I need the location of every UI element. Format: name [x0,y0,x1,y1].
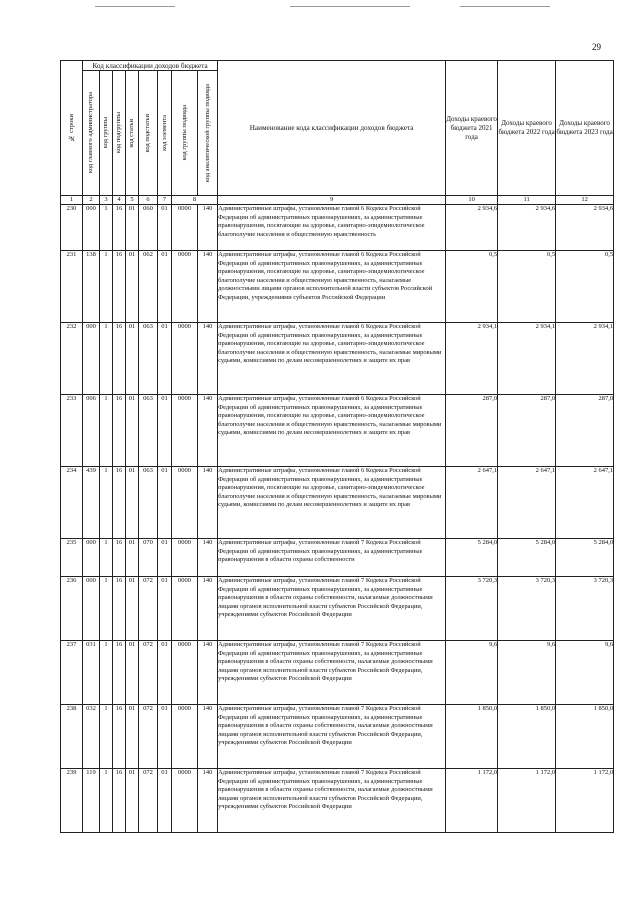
code-admin-header: код главного администратора [83,71,100,196]
subgroup-code-cell: 16 [113,539,126,577]
table-row [61,539,614,577]
subgroup-code-cell: 16 [113,251,126,323]
subtype-code-cell: 0000 [172,467,198,539]
income-2022-cell: 0,5 [498,251,556,323]
classification-group-header: Код классификации доходов бюджета [83,61,218,71]
article-code-cell: 01 [126,467,139,539]
article-code-cell: 01 [126,641,139,705]
col-number: 3 [100,196,113,205]
article-code-cell: 01 [126,539,139,577]
element-code-cell: 01 [158,251,172,323]
subtype-code-cell: 0000 [172,641,198,705]
analytic-code-cell: 140 [198,539,218,577]
analytic-code-cell: 140 [198,323,218,395]
row-number-cell: 231 [61,251,83,323]
table-row [61,641,614,705]
income-2023-cell: 9,6 [556,641,614,705]
element-code-cell: 01 [158,205,172,251]
income-2021-cell: 9,6 [446,641,498,705]
table-row [61,577,614,641]
row-number-cell: 238 [61,705,83,769]
income-2022-cell: 287,0 [498,395,556,467]
col-number: 1 [61,196,83,205]
subtype-code-cell: 0000 [172,251,198,323]
admin-code-cell: 006 [83,395,100,467]
income-name-cell: Административные штрафы, установленные главой 6 Кодекса Российской Федерации об административных правонарушениях, за административные правонарушения, посягающие на здоровье, санитарно-эпидемиологическое благополучие населения и общественную нравственность, налагаемые должностными лицами органов исполнительной власти субъектов Российской Федерации, учреждениями субъектов Российской Федерации [218,251,446,323]
analytic-code-cell: 140 [198,205,218,251]
income-2023-header: Доходы краевого бюджета 2023 года [556,61,614,196]
table-row [61,705,614,769]
income-2022-cell: 1 172,0 [498,769,556,833]
code-article-header: код статьи [126,71,139,196]
group-code-cell: 1 [100,641,113,705]
income-2023-cell: 2 934,1 [556,323,614,395]
element-code-cell: 01 [158,641,172,705]
article-code-cell: 01 [126,769,139,833]
income-2023-cell: 1 850,0 [556,705,614,769]
income-2022-cell: 2 934,6 [498,205,556,251]
income-2021-cell: 287,0 [446,395,498,467]
col-number: 7 [158,196,172,205]
code-subgroup-header: код подгруппы [113,71,126,196]
top-rule-mid [290,6,410,7]
income-name-cell: Административные штрафы, установленные главой 7 Кодекса Российской Федерации об административных правонарушениях, за административные правонарушения в области охраны собственности, налагаемые должностными лицами органов исполнительной власти субъектов Российской Федерации, учреждениями субъектов Российской Федерации [218,641,446,705]
subgroup-code-cell: 16 [113,323,126,395]
income-2021-cell: 5 284,0 [446,539,498,577]
subarticle-code-cell: 062 [139,251,158,323]
admin-code-cell: 000 [83,205,100,251]
article-code-cell: 01 [126,251,139,323]
income-2023-cell: 2 934,6 [556,205,614,251]
col-number: 6 [139,196,158,205]
top-rule-right [460,6,550,7]
income-2022-header: Доходы краевого бюджета 2022 года [498,61,556,196]
analytic-code-cell: 140 [198,467,218,539]
element-code-cell: 01 [158,467,172,539]
income-2021-cell: 0,5 [446,251,498,323]
income-2023-cell: 287,0 [556,395,614,467]
admin-code-cell: 031 [83,641,100,705]
income-name-cell: Административные штрафы, установленные главой 6 Кодекса Российской Федерации об административных правонарушениях, за административные правонарушения, посягающие на здоровье, санитарно-эпидемиологическое благополучие населения и общественную нравственность [218,205,446,251]
col-number: 10 [446,196,498,205]
subtype-code-cell: 0000 [172,539,198,577]
income-2023-cell: 5 284,0 [556,539,614,577]
income-2022-cell: 3 720,3 [498,577,556,641]
article-code-cell: 01 [126,395,139,467]
subgroup-code-cell: 16 [113,205,126,251]
subgroup-code-cell: 16 [113,577,126,641]
subarticle-code-cell: 063 [139,323,158,395]
income-2021-cell: 3 720,3 [446,577,498,641]
subgroup-code-cell: 16 [113,641,126,705]
code-element-header: код элемента [158,71,172,196]
table-header [61,61,614,205]
article-code-cell: 01 [126,577,139,641]
income-2021-header: Доходы краевого бюджета 2021 года [446,61,498,196]
row-number-cell: 230 [61,205,83,251]
group-code-cell: 1 [100,705,113,769]
budget-income-table [60,60,614,833]
col-number: 12 [556,196,614,205]
row-number-cell: 232 [61,323,83,395]
admin-code-cell: 032 [83,705,100,769]
article-code-cell: 01 [126,705,139,769]
col-number: 2 [83,196,100,205]
table-row [61,467,614,539]
group-code-cell: 1 [100,769,113,833]
code-subtype-group-header: код группы подвида [172,71,198,196]
code-analytic-group-header: код аналитической группы подвида [198,71,218,196]
admin-code-cell: 138 [83,251,100,323]
col-number: 8 [172,196,218,205]
income-name-cell: Административные штрафы, установленные главой 7 Кодекса Российской Федерации об административных правонарушениях, за административные правонарушения в области охраны собственности, налагаемые должностными лицами органов исполнительной власти субъектов Российской Федерации, учреждениями субъектов Российской Федерации [218,577,446,641]
analytic-code-cell: 140 [198,705,218,769]
subarticle-code-cell: 072 [139,769,158,833]
row-number-cell: 233 [61,395,83,467]
element-code-cell: 01 [158,577,172,641]
top-rule-left [95,6,175,7]
subtype-code-cell: 0000 [172,705,198,769]
subarticle-code-cell: 070 [139,539,158,577]
subtype-code-cell: 0000 [172,577,198,641]
subtype-code-cell: 0000 [172,323,198,395]
subgroup-code-cell: 16 [113,769,126,833]
income-2021-cell: 1 172,0 [446,769,498,833]
col-number: 9 [218,196,446,205]
name-column-header: Наименование кода классификации доходов бюджета [218,61,446,196]
column-number-row [61,196,614,205]
subtype-code-cell: 0000 [172,205,198,251]
group-code-cell: 1 [100,539,113,577]
income-2022-cell: 1 850,0 [498,705,556,769]
subarticle-code-cell: 063 [139,467,158,539]
col-number: 11 [498,196,556,205]
admin-code-cell: 000 [83,323,100,395]
analytic-code-cell: 140 [198,577,218,641]
admin-code-cell: 000 [83,577,100,641]
admin-code-cell: 439 [83,467,100,539]
income-2021-cell: 2 934,1 [446,323,498,395]
col-number: 5 [126,196,139,205]
income-2023-cell: 0,5 [556,251,614,323]
subtype-code-cell: 0000 [172,395,198,467]
income-name-cell: Административные штрафы, установленные главой 6 Кодекса Российской Федерации об административных правонарушениях, за административные правонарушения, посягающие на здоровье, санитарно-эпидемиологическое благополучие населения и общественную нравственность, налагаемые мировыми судьями, комиссиями по делам несовершеннолетних и защите их прав [218,323,446,395]
income-2022-cell: 5 284,0 [498,539,556,577]
row-number-header: № строки [61,61,83,196]
table-row [61,323,614,395]
subgroup-code-cell: 16 [113,705,126,769]
table-row [61,251,614,323]
table-row [61,205,614,251]
subarticle-code-cell: 072 [139,705,158,769]
income-name-cell: Административные штрафы, установленные главой 7 Кодекса Российской Федерации об административных правонарушениях, за административные правонарушения в области охраны собственности, налагаемые должностными лицами органов исполнительной власти субъектов Российской Федерации, учреждениями субъектов Российской Федерации [218,769,446,833]
income-2022-cell: 2 934,1 [498,323,556,395]
subtype-code-cell: 0000 [172,769,198,833]
row-number-cell: 235 [61,539,83,577]
element-code-cell: 01 [158,769,172,833]
analytic-code-cell: 140 [198,395,218,467]
subarticle-code-cell: 072 [139,641,158,705]
row-number-cell: 236 [61,577,83,641]
analytic-code-cell: 140 [198,251,218,323]
table-body [61,205,614,833]
article-code-cell: 01 [126,323,139,395]
admin-code-cell: 119 [83,769,100,833]
income-2023-cell: 2 647,1 [556,467,614,539]
group-code-cell: 1 [100,323,113,395]
analytic-code-cell: 140 [198,769,218,833]
table-row [61,769,614,833]
subarticle-code-cell: 060 [139,205,158,251]
page-number: 29 [592,42,601,52]
income-name-cell: Административные штрафы, установленные главой 7 Кодекса Российской Федерации об административных правонарушениях, за административные правонарушения в области охраны собственности, налагаемые должностными лицами органов исполнительной власти субъектов Российской Федерации, учреждениями субъектов Российской Федерации [218,705,446,769]
group-code-cell: 1 [100,251,113,323]
group-code-cell: 1 [100,395,113,467]
row-number-cell: 234 [61,467,83,539]
income-2022-cell: 2 647,1 [498,467,556,539]
income-2023-cell: 3 720,3 [556,577,614,641]
admin-code-cell: 000 [83,539,100,577]
income-2021-cell: 1 850,0 [446,705,498,769]
table-row [61,395,614,467]
group-code-cell: 1 [100,577,113,641]
row-number-cell: 239 [61,769,83,833]
subarticle-code-cell: 063 [139,395,158,467]
article-code-cell: 01 [126,205,139,251]
subgroup-code-cell: 16 [113,467,126,539]
element-code-cell: 01 [158,705,172,769]
income-name-cell: Административные штрафы, установленные главой 7 Кодекса Российской Федерации об административных правонарушениях, за административные правонарушения в области охраны собственности [218,539,446,577]
subarticle-code-cell: 072 [139,577,158,641]
income-name-cell: Административные штрафы, установленные главой 6 Кодекса Российской Федерации об административных правонарушениях, за административные правонарушения, посягающие на здоровье, санитарно-эпидемиологическое благополучие населения и общественную нравственность, налагаемые мировыми судьями, комиссиями по делам несовершеннолетних и защите их прав [218,467,446,539]
group-code-cell: 1 [100,467,113,539]
group-code-cell: 1 [100,205,113,251]
element-code-cell: 01 [158,323,172,395]
income-2021-cell: 2 647,1 [446,467,498,539]
row-number-cell: 237 [61,641,83,705]
element-code-cell: 01 [158,395,172,467]
income-2022-cell: 9,6 [498,641,556,705]
col-number: 4 [113,196,126,205]
subgroup-code-cell: 16 [113,395,126,467]
code-group-header: код группы [100,71,113,196]
code-subarticle-header: код подстатьи [139,71,158,196]
income-2023-cell: 1 172,0 [556,769,614,833]
element-code-cell: 01 [158,539,172,577]
income-2021-cell: 2 934,6 [446,205,498,251]
income-name-cell: Административные штрафы, установленные главой 6 Кодекса Российской Федерации об административных правонарушениях, за административные правонарушения, посягающие на здоровье, санитарно-эпидемиологическое благополучие населения и общественную нравственность, налагаемые мировыми судьями, комиссиями по делам несовершеннолетних и защите их прав [218,395,446,467]
analytic-code-cell: 140 [198,641,218,705]
